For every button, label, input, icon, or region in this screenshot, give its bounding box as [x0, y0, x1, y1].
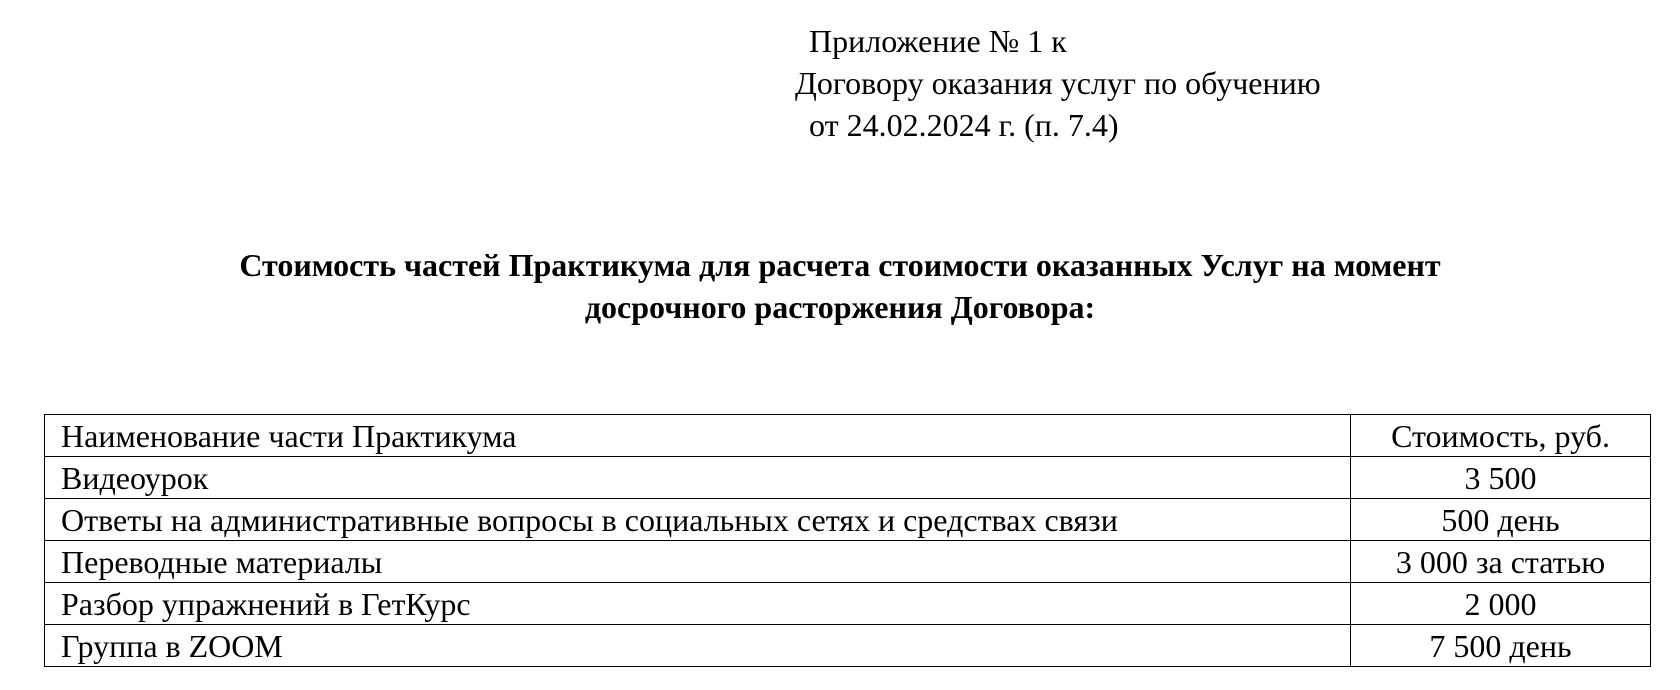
- appendix-header: [795, 20, 1321, 146]
- appendix-contract-date: от 24.02.2024 г. (п. 7.4): [809, 107, 1119, 143]
- appendix-number: Приложение № 1 к: [809, 23, 1067, 59]
- document-title-line-2: досрочного расторжения Договора:: [584, 289, 1096, 325]
- row-item-price: 3 000 за статью: [1351, 541, 1651, 583]
- table-header-row: [45, 415, 1651, 457]
- row-item-price: 2 000: [1351, 583, 1651, 625]
- table-row: [45, 457, 1651, 499]
- row-item-name: Группа в ZOOM: [45, 625, 1351, 667]
- table-row: [45, 541, 1651, 583]
- table-row: [45, 583, 1651, 625]
- row-item-name: Переводные материалы: [45, 541, 1351, 583]
- appendix-contract-reference: Договору оказания услуг по обучению: [795, 65, 1321, 101]
- row-item-name: Видеоурок: [45, 457, 1351, 499]
- row-item-name: Разбор упражнений в ГетКурс: [45, 583, 1351, 625]
- row-item-price: 3 500: [1351, 457, 1651, 499]
- column-header-name: Наименование части Практикума: [45, 415, 1351, 457]
- table-row: [45, 625, 1651, 667]
- row-item-price: 7 500 день: [1351, 625, 1651, 667]
- document-title: [0, 244, 1680, 328]
- table-row: [45, 499, 1651, 541]
- row-item-name: Ответы на административные вопросы в социальных сетях и средствах связи: [45, 499, 1351, 541]
- document-title-line-1: Стоимость частей Практикума для расчета стоимости оказанных Услуг на момент: [239, 247, 1441, 283]
- column-header-price: Стоимость, руб.: [1351, 415, 1651, 457]
- row-item-price: 500 день: [1351, 499, 1651, 541]
- price-table: [44, 414, 1651, 667]
